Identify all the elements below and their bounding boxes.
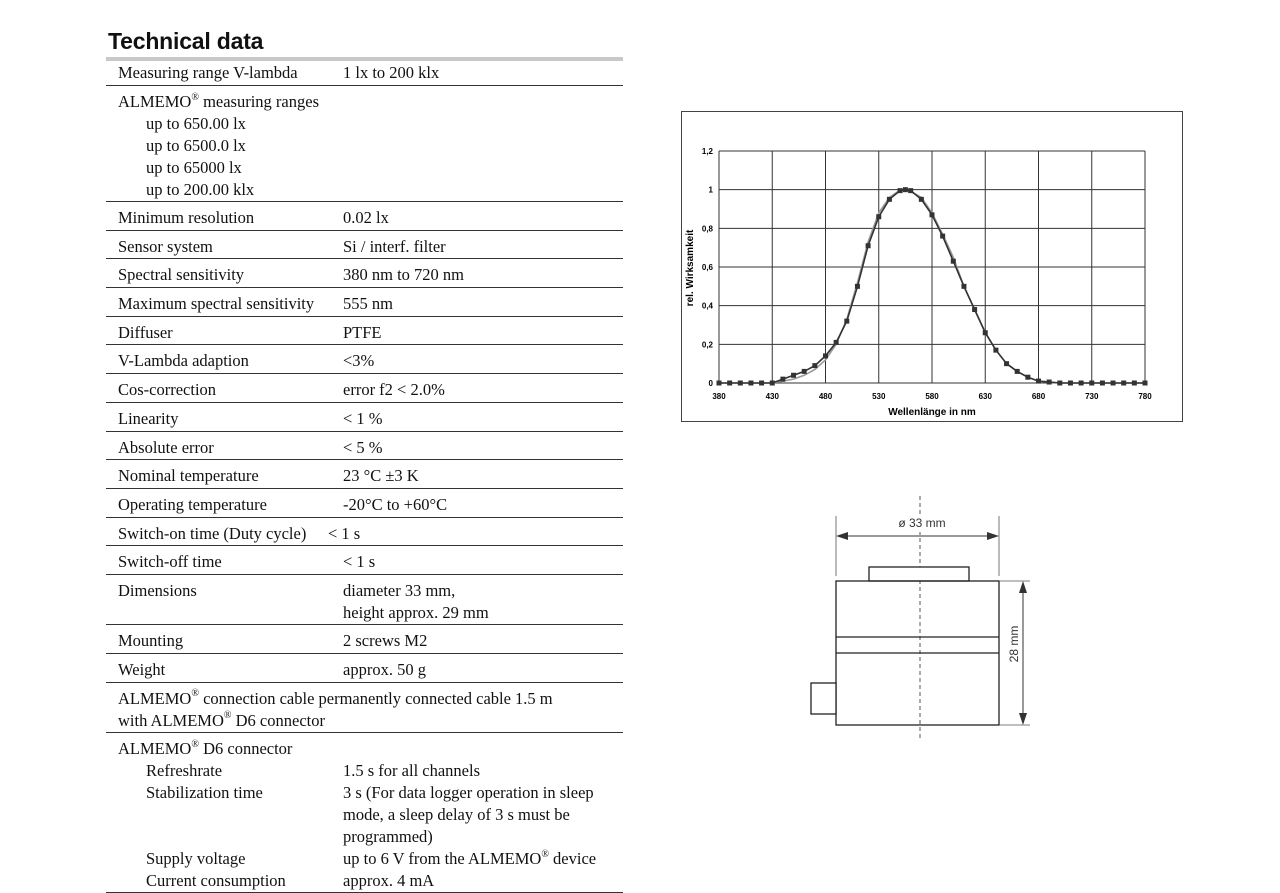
spec-value: 2 screws M2 [343, 631, 428, 651]
data-point [866, 243, 871, 248]
spec-label: ALMEMO® measuring ranges [118, 91, 319, 111]
spec-value: <3% [343, 351, 375, 371]
data-point [983, 330, 988, 335]
y-tick-label: 0,2 [701, 340, 713, 350]
data-point [738, 381, 743, 386]
spec-label: Measuring range V-lambda [118, 63, 298, 82]
spec-label: Sensor system [118, 236, 213, 256]
x-tick-label: 630 [978, 392, 992, 401]
cable-gland [811, 683, 836, 714]
spec-label: Minimum resolution [118, 208, 255, 227]
spec-row-mounting [106, 625, 623, 654]
page-title: Technical data [108, 28, 264, 54]
data-point [834, 340, 839, 345]
spec-value: 555 nm [343, 294, 393, 314]
spec-row-connector [106, 733, 623, 893]
data-point [802, 369, 807, 374]
data-point [1132, 381, 1137, 386]
data-point [940, 234, 945, 239]
arrow-left-icon [836, 532, 848, 540]
refresh-value: 1.5 s for all channels [343, 761, 481, 781]
data-point [898, 188, 903, 193]
spec-value: < 1 s [328, 523, 361, 543]
spec-label: Cos-correction [118, 380, 217, 400]
spec-value: Si / interf. filter [343, 236, 446, 256]
spec-row-cable [106, 683, 623, 734]
x-tick-label: 680 [1031, 392, 1046, 401]
data-point [717, 381, 722, 386]
spec-row-vlambda [106, 345, 623, 374]
data-point [1068, 381, 1073, 386]
x-tick-label: 380 [712, 392, 726, 401]
data-point [919, 197, 924, 202]
spec-row-linearity [106, 403, 623, 432]
data-point [951, 259, 956, 264]
spec-row-cos [106, 374, 623, 403]
supply-label: Supply voltage [146, 849, 246, 869]
spec-row-dimensions [106, 575, 623, 626]
spec-value: 1 lx to 200 klx [343, 63, 440, 82]
spec-label: Switch-on time (Duty cycle) [118, 523, 307, 543]
sensor-cap [869, 567, 969, 581]
data-point [1036, 379, 1041, 384]
data-point [972, 307, 977, 312]
spec-label: Maximum spectral sensitivity [118, 294, 315, 314]
spec-row-operating-temp [106, 489, 623, 518]
y-tick-label: 0 [708, 379, 713, 388]
range-item: up to 650.00 lx [146, 114, 246, 133]
spec-row-abs-error [106, 432, 623, 461]
spec-label: Dimensions [118, 580, 197, 600]
chart-y-label: rel. Wirksamkeit [685, 229, 696, 307]
cable-line-1: ALMEMO® connection cable permanently connected cable 1.5 m [118, 688, 553, 708]
data-point [855, 284, 860, 289]
data-point [748, 381, 753, 386]
data-point [780, 377, 785, 382]
data-point [930, 212, 935, 217]
spec-value: PTFE [343, 322, 382, 342]
spec-label: Absolute error [118, 437, 214, 457]
chart-x-label: Wellenlänge in nm [888, 407, 976, 418]
spec-label: Nominal temperature [118, 466, 259, 486]
data-point [1015, 369, 1020, 374]
spec-table [106, 61, 623, 893]
data-point [1025, 375, 1030, 380]
spec-label: Mounting [118, 631, 184, 651]
spec-label: Linearity [118, 408, 179, 428]
spec-value: error f2 < 2.0% [343, 380, 445, 400]
data-point [770, 381, 775, 386]
spec-row-measuring-range [106, 61, 623, 86]
height-label: 28 mm [1007, 625, 1021, 663]
spec-row-resolution [106, 202, 623, 231]
stab-value-3: programmed) [343, 827, 433, 847]
arrow-up-icon [1019, 581, 1027, 593]
sensor-dimension-drawing [806, 496, 1046, 746]
data-point [1079, 381, 1084, 386]
spec-row-ranges [106, 86, 623, 202]
spec-value: 23 °C ±3 K [343, 466, 419, 486]
data-point [791, 373, 796, 378]
spec-row-spectral [106, 259, 623, 288]
y-tick-label: 0,4 [701, 301, 713, 311]
data-point [887, 197, 892, 202]
x-tick-label: 730 [1085, 392, 1099, 401]
data-point [1057, 381, 1062, 386]
data-point [993, 348, 998, 353]
y-tick-label: 0,8 [701, 224, 713, 234]
current-value: approx. 4 mA [343, 871, 435, 891]
spec-value: approx. 50 g [343, 660, 426, 680]
data-point [727, 381, 732, 386]
spec-row-max-spectral [106, 288, 623, 317]
range-item: up to 200.00 klx [146, 180, 255, 199]
spec-label: Switch-off time [118, 552, 222, 572]
spec-label: Operating temperature [118, 494, 267, 514]
data-point [759, 381, 764, 386]
supply-value: up to 6 V from the ALMEMO® device [343, 848, 597, 869]
x-tick-label: 780 [1138, 392, 1152, 401]
spec-value: < 1 % [343, 408, 383, 428]
data-point [1004, 361, 1009, 366]
connector-heading: ALMEMO® D6 connector [118, 738, 293, 759]
data-point [823, 353, 828, 358]
data-point [876, 214, 881, 219]
diameter-label: ø 33 mm [898, 516, 946, 530]
y-tick-label: 1,2 [701, 147, 713, 156]
data-point [1111, 381, 1116, 386]
data-point [1121, 381, 1126, 386]
x-tick-label: 430 [765, 392, 779, 401]
y-tick-label: 1 [708, 185, 713, 195]
x-tick-label: 530 [872, 392, 886, 401]
data-point [903, 187, 908, 192]
cable-line-2: with ALMEMO® D6 connector [118, 710, 325, 730]
arrow-down-icon [1019, 713, 1027, 725]
stab-value-1: 3 s (For data logger operation in sleep [343, 783, 594, 803]
spec-value-line2: height approx. 29 mm [343, 602, 489, 622]
spectral-sensitivity-chart [681, 111, 1183, 422]
spec-row-nominal-temp [106, 460, 623, 489]
range-item: up to 65000 lx [146, 158, 242, 177]
refresh-label: Refreshrate [146, 761, 223, 781]
stab-value-2: mode, a sleep delay of 3 s must be [343, 805, 570, 825]
arrow-right-icon [987, 532, 999, 540]
stab-label: Stabilization time [146, 783, 263, 803]
x-tick-label: 580 [925, 392, 939, 401]
spec-row-weight [106, 654, 623, 683]
data-point [1143, 381, 1148, 386]
data-point [844, 319, 849, 324]
spec-label: V-Lambda adaption [118, 351, 249, 371]
data-point [908, 188, 913, 193]
spec-label: Diffuser [118, 322, 173, 342]
x-tick-label: 480 [818, 392, 833, 401]
spec-value: < 5 % [343, 437, 383, 457]
data-point [1089, 381, 1094, 386]
y-tick-label: 0,6 [701, 263, 713, 272]
data-point [812, 363, 817, 368]
spec-row-diffuser [106, 317, 623, 346]
current-label: Current consumption [146, 871, 286, 891]
range-item: up to 6500.0 lx [146, 136, 246, 155]
spec-row-sensor [106, 231, 623, 260]
spec-label: Spectral sensitivity [118, 265, 245, 285]
spec-value: diameter 33 mm, [343, 580, 456, 600]
spec-value: -20°C to +60°C [343, 494, 448, 514]
data-point [1047, 380, 1052, 385]
spec-value: < 1 s [343, 552, 376, 572]
spec-row-switch-on [106, 518, 623, 547]
spec-value: 0.02 lx [343, 208, 389, 227]
spec-value: 380 nm to 720 nm [343, 265, 465, 285]
data-point [961, 284, 966, 289]
data-point [1100, 381, 1105, 386]
spec-row-switch-off [106, 546, 623, 575]
spec-label: Weight [118, 660, 166, 680]
